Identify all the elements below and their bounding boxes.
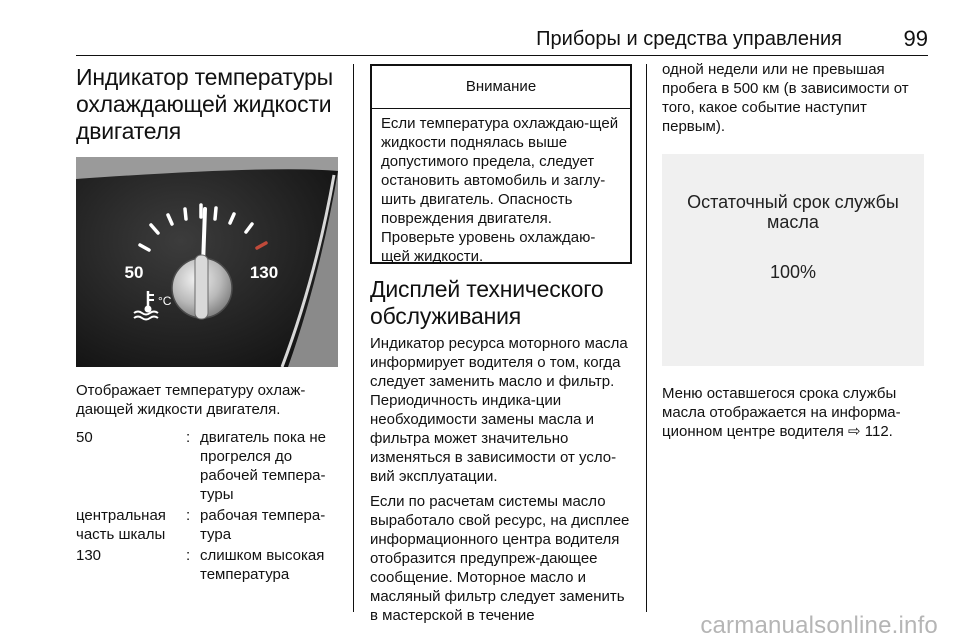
warning-title: Внимание bbox=[372, 66, 630, 109]
page-header-title: Приборы и средства управления bbox=[536, 28, 842, 50]
column-divider-2 bbox=[646, 64, 647, 612]
warning-box bbox=[370, 64, 632, 264]
legend-key-1: 50 bbox=[76, 429, 93, 446]
gauge-high-label: 130 bbox=[249, 263, 279, 282]
page-reference-arrow-icon: ⇨ bbox=[848, 423, 861, 440]
legend-colon-1: : bbox=[186, 429, 191, 446]
coolant-temperature-gauge-illustration bbox=[76, 157, 338, 367]
gauge-unit-label: °C bbox=[158, 294, 172, 308]
gauge-description: Отображает температуру охлаж-дающей жидкости двигателя. bbox=[76, 382, 306, 418]
column-2 bbox=[370, 64, 632, 625]
coolant-temp-heading: Индикатор температуры охлаждающей жидкости двигателя bbox=[76, 64, 333, 144]
caption-page-ref[interactable]: 112. bbox=[864, 423, 893, 440]
gauge-legend bbox=[76, 428, 338, 586]
gauge-low-label: 50 bbox=[124, 263, 144, 282]
caption-text: Меню оставшегося срока службы масла отображается на информа-ционном центре водителя bbox=[662, 385, 901, 440]
oil-life-paragraph-1: Индикатор ресурса моторного масла информирует водителя о том, когда следует заменить масло и фильтр. Периодичность индика-ции необходимости замены масла и фильтра может значительно изменяться в зависимости от усло-вий эксплуатации. bbox=[370, 335, 628, 485]
gauge-needle-base bbox=[195, 255, 208, 319]
display-message: Остаточный срок службы масла bbox=[687, 192, 899, 232]
warning-text: Если температура охлаждаю-щей жидкости поднялась выше допустимого предела, следует остановить автомобиль и заглу-шить двигатель. Опасность повреждения двигателя. Проверьте уровень охлаждаю-щей жидкости. bbox=[381, 115, 619, 265]
column-divider-1 bbox=[353, 64, 354, 612]
legend-colon-3: : bbox=[186, 547, 191, 564]
column-1 bbox=[76, 64, 338, 586]
oil-life-paragraph-2: Если по расчетам системы масло выработало свой ресурс, на дисплее информационного центра водителя отобразится предупреж-дающее сообщение. Моторное масло и масляный фильтр следует заменить в мастерской в течение bbox=[370, 493, 630, 624]
legend-key-2: центральная часть шкалы bbox=[76, 507, 166, 543]
display-value: 100% bbox=[769, 262, 817, 282]
legend-key-3: 130 bbox=[76, 547, 102, 564]
column-3 bbox=[662, 61, 928, 441]
legend-colon-2: : bbox=[186, 507, 191, 524]
oil-life-display-illustration bbox=[662, 154, 924, 366]
display-caption bbox=[662, 384, 928, 441]
legend-value-2: рабочая темпера-тура bbox=[200, 507, 326, 543]
service-display-heading: Дисплей технического обслуживания bbox=[370, 276, 604, 329]
legend-value-1: двигатель пока не прогрелся до рабочей темпера-туры bbox=[200, 429, 327, 503]
header-divider bbox=[76, 55, 928, 56]
legend-value-3: слишком высокая температура bbox=[200, 547, 325, 583]
page-number: 99 bbox=[903, 26, 928, 51]
watermark: carmanualsonline.info bbox=[700, 612, 938, 639]
continued-paragraph: одной недели или не превышая пробега в 500 км (в зависимости от того, какое событие наступит первым). bbox=[662, 61, 909, 135]
